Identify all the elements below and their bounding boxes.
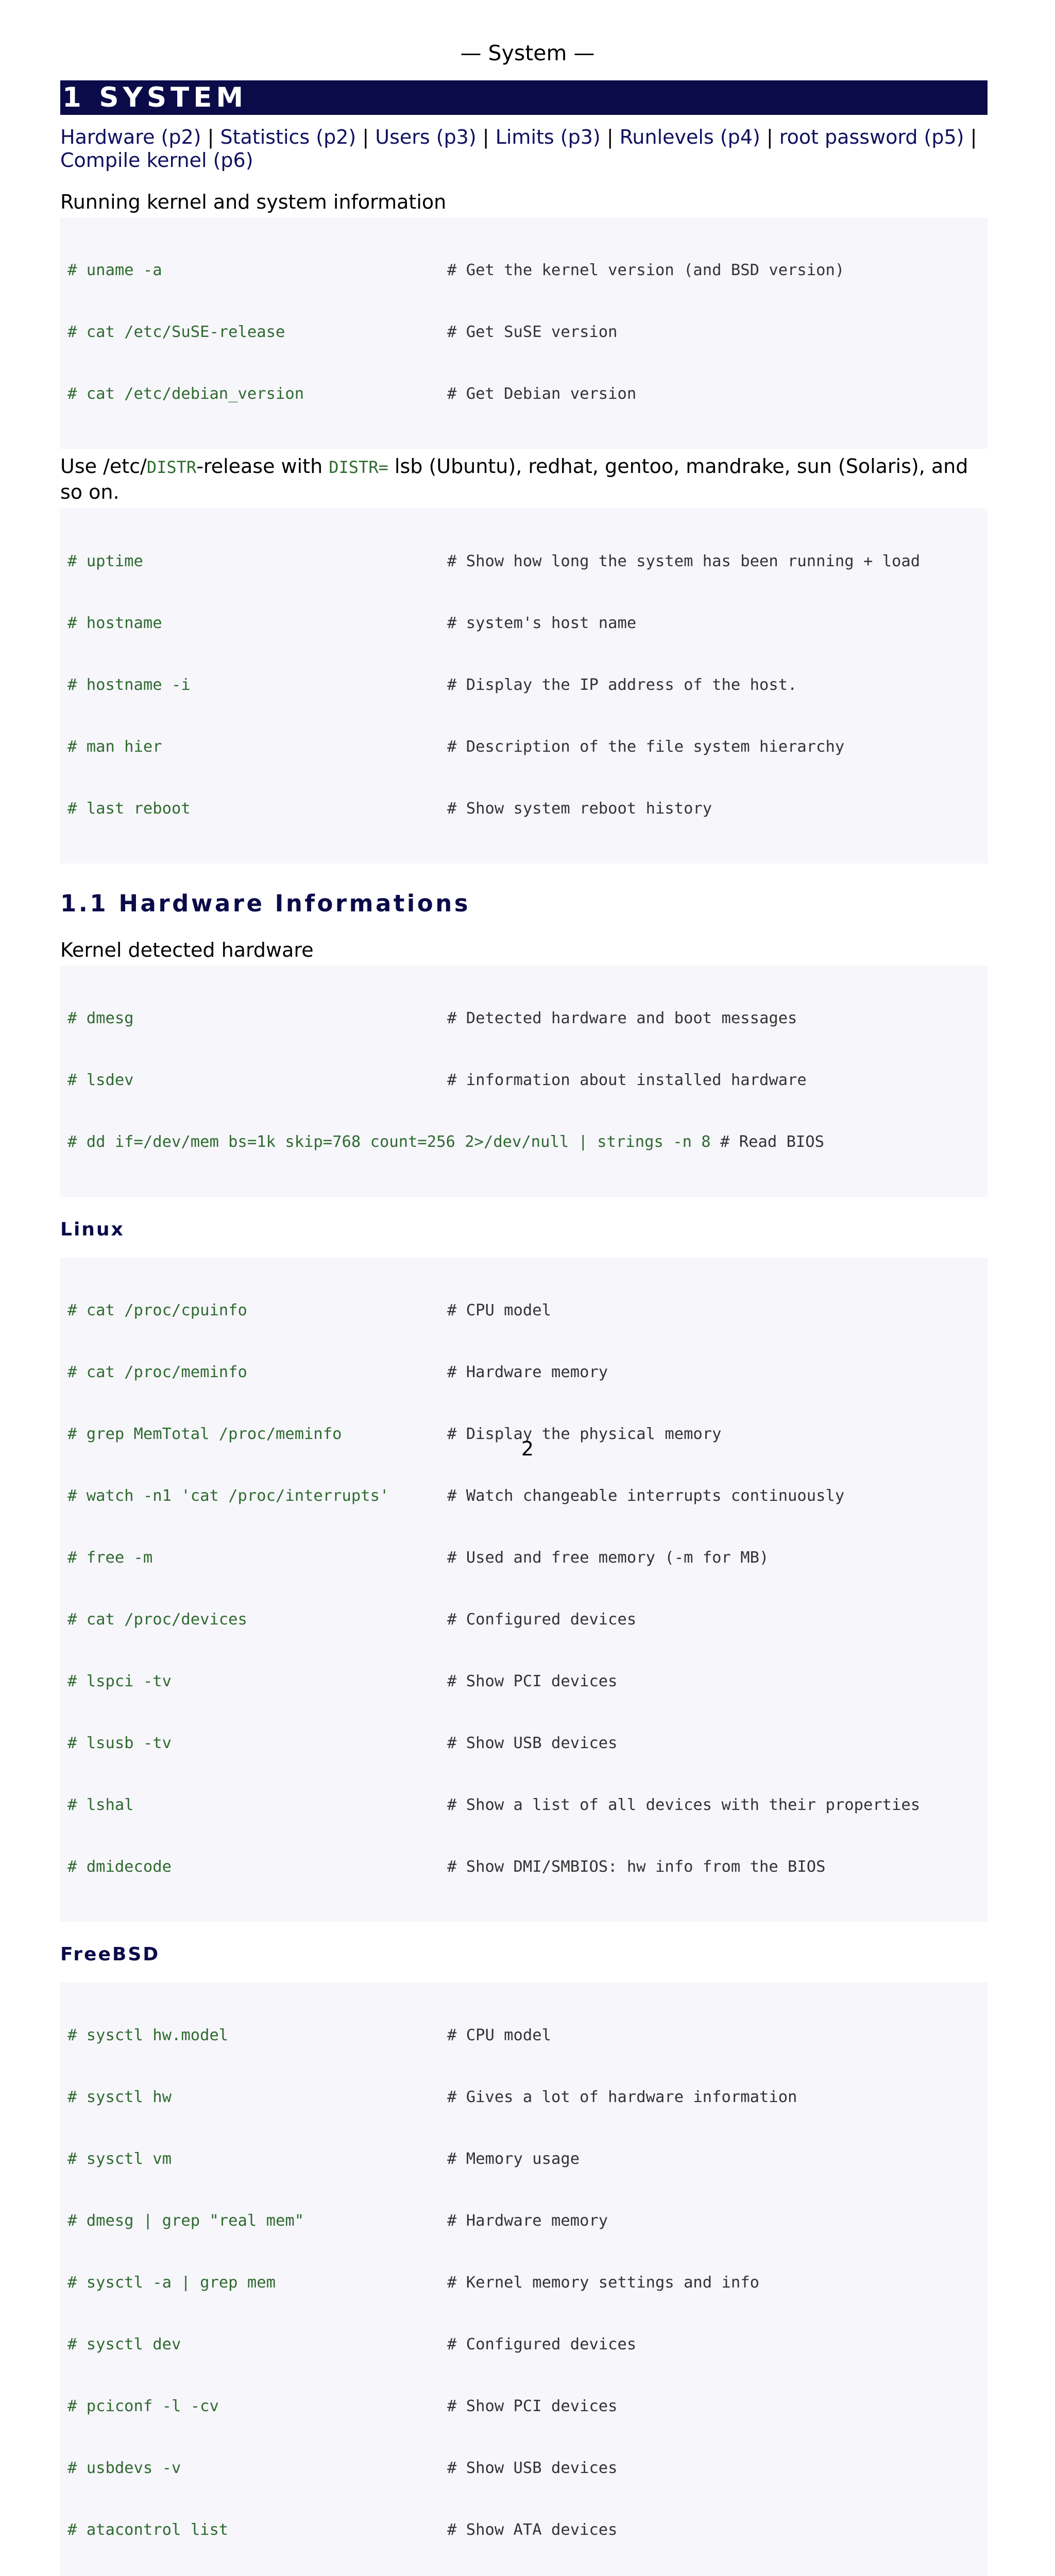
code-command: # uname -a [67, 261, 162, 279]
code-line [67, 1362, 980, 1383]
code-line [67, 1609, 980, 1630]
chapter-banner: 1 SYSTEM [60, 80, 988, 115]
nav-separator: | [362, 126, 369, 148]
code-line [67, 2211, 980, 2231]
page-number: 2 [521, 1437, 534, 1460]
code-command: # atacontrol list [67, 2521, 229, 2539]
code-command: # sysctl vm [67, 2150, 172, 2168]
code-comment: # Show a list of all devices with their properties [447, 1796, 921, 1814]
code-block-system [60, 509, 988, 863]
nav-separator: | [207, 126, 214, 148]
code-comment: # Show USB devices [447, 2459, 618, 2477]
code-line [67, 799, 980, 819]
code-comment: # Display the IP address of the host. [447, 676, 797, 694]
code-command: # sysctl -a | grep mem [67, 2274, 276, 2292]
code-comment: # Watch changeable interrupts continuously [447, 1487, 845, 1505]
distr-code: DISTR [146, 457, 197, 477]
running-head: — System — [460, 41, 595, 65]
code-line [67, 322, 980, 343]
code-comment: # Show ATA devices [447, 2521, 618, 2539]
code-comment: # Get SuSE version [447, 323, 618, 341]
code-command: # cat /etc/debian_version [67, 385, 304, 403]
nav-link-runlevels[interactable]: Runlevels (p4) [619, 126, 760, 148]
code-command: # dmidecode [67, 1858, 172, 1876]
code-command: # cat /proc/meminfo [67, 1363, 247, 1381]
nav-link-users[interactable]: Users (p3) [375, 126, 477, 148]
code-command: # dd if=/dev/mem bs=1k skip=768 count=256 2>/dev/null | strings -n 8 [67, 1133, 721, 1151]
code-comment: # Configured devices [447, 2335, 637, 2353]
code-comment: # Show how long the system has been running + load [447, 552, 921, 570]
code-command: # grep MemTotal /proc/meminfo [67, 1425, 342, 1443]
code-comment: # Display the physical memory [447, 1425, 722, 1443]
code-command: # pciconf -l -cv [67, 2397, 219, 2415]
code-command: # sysctl dev [67, 2335, 181, 2353]
nav-link-limits[interactable]: Limits (p3) [495, 126, 601, 148]
section-nav [60, 126, 988, 172]
subsection-heading-linux: Linux [60, 1219, 125, 1240]
nav-link-compile-kernel[interactable]: Compile kernel (p6) [60, 149, 253, 172]
code-comment: # Gives a lot of hardware information [447, 2088, 797, 2106]
code-block-linux [60, 1258, 988, 1922]
code-command: # uptime [67, 552, 143, 570]
code-block-hardware [60, 965, 988, 1197]
code-block-freebsd [60, 1982, 988, 2576]
code-command: # lsdev [67, 1071, 134, 1089]
code-command: # sysctl hw.model [67, 2026, 229, 2044]
code-command: # sysctl hw [67, 2088, 172, 2106]
subsection-heading-freebsd: FreeBSD [60, 1944, 160, 1965]
code-command: # cat /proc/cpuinfo [67, 1301, 247, 1319]
code-comment: # system's host name [447, 614, 637, 632]
code-comment: # Show PCI devices [447, 1672, 618, 1690]
distr-code: DISTR= [329, 457, 388, 477]
code-line [67, 613, 980, 634]
code-block-kernel [60, 217, 988, 449]
distr-text: Use /etc/ [60, 455, 147, 478]
code-line [67, 737, 980, 757]
code-line [67, 2520, 980, 2540]
hardware-paragraph: Kernel detected hardware [60, 939, 314, 961]
code-command: # lspci -tv [67, 1672, 172, 1690]
code-comment: # Show PCI devices [447, 2397, 618, 2415]
code-line [67, 1300, 980, 1321]
code-comment: # Hardware memory [447, 1363, 608, 1381]
code-comment: # CPU model [447, 1301, 551, 1319]
code-line [67, 2149, 980, 2170]
code-comment: # information about installed hardware [447, 1071, 807, 1089]
code-command: # lshal [67, 1796, 134, 1814]
code-line [67, 2025, 980, 2046]
code-command: # free -m [67, 1549, 153, 1567]
code-comment: # Memory usage [447, 2150, 580, 2168]
code-line [67, 2273, 980, 2293]
code-line [67, 1008, 980, 1029]
code-command: # dmesg [67, 1009, 134, 1027]
code-line [67, 384, 980, 404]
code-line [67, 1132, 980, 1153]
nav-link-statistics[interactable]: Statistics (p2) [220, 126, 356, 148]
nav-link-root-password[interactable]: root password (p5) [779, 126, 964, 148]
code-line [67, 2334, 980, 2355]
code-comment: # Used and free memory (-m for MB) [447, 1549, 769, 1567]
code-line [67, 260, 980, 281]
code-comment: # Get the kernel version (and BSD version) [447, 261, 845, 279]
code-comment: # Configured devices [447, 1611, 637, 1629]
distr-text: -release with [196, 455, 329, 478]
code-command: # man hier [67, 738, 162, 756]
code-comment: # CPU model [447, 2026, 551, 2044]
code-line [67, 675, 980, 696]
code-comment: # Show USB devices [447, 1734, 618, 1752]
page-content [60, 80, 988, 2576]
code-line [67, 1857, 980, 1877]
code-command: # last reboot [67, 800, 191, 818]
code-line [67, 2458, 980, 2479]
code-line [67, 1548, 980, 1568]
distr-text: lsb (Ubuntu), redhat, gentoo, mandrake, sun (Solaris), and so on. [60, 455, 968, 503]
code-comment: # Description of the file system hierarchy [447, 738, 845, 756]
code-command: # hostname [67, 614, 162, 632]
code-command: # hostname -i [67, 676, 191, 694]
code-comment: # Get Debian version [447, 385, 637, 403]
code-command: # lsusb -tv [67, 1734, 172, 1752]
code-comment: # Detected hardware and boot messages [447, 1009, 797, 1027]
code-comment: # Kernel memory settings and info [447, 2274, 759, 2292]
code-line [67, 1795, 980, 1816]
distr-paragraph [60, 454, 988, 504]
nav-separator: | [970, 126, 977, 148]
nav-separator: | [606, 126, 614, 148]
code-command: # watch -n1 'cat /proc/interrupts' [67, 1487, 389, 1505]
code-line [67, 2087, 980, 2108]
intro-paragraph: Running kernel and system information [60, 191, 447, 213]
nav-link-hardware[interactable]: Hardware (p2) [60, 126, 201, 148]
code-line [67, 1733, 980, 1754]
code-command: # cat /etc/SuSE-release [67, 323, 285, 341]
nav-separator: | [482, 126, 489, 148]
code-line [67, 2396, 980, 2417]
code-comment: # Read BIOS [720, 1133, 825, 1151]
nav-separator: | [766, 126, 773, 148]
code-comment: # Show DMI/SMBIOS: hw info from the BIOS [447, 1858, 826, 1876]
code-command: # cat /proc/devices [67, 1611, 247, 1629]
code-line [67, 1070, 980, 1091]
code-comment: # Hardware memory [447, 2212, 608, 2230]
section-heading-hardware: 1.1 Hardware Informations [60, 890, 471, 917]
code-command: # usbdevs -v [67, 2459, 181, 2477]
code-line [67, 1671, 980, 1692]
code-command: # dmesg | grep "real mem" [67, 2212, 304, 2230]
code-comment: # Show system reboot history [447, 800, 712, 818]
code-line [67, 1486, 980, 1506]
code-line [67, 551, 980, 572]
